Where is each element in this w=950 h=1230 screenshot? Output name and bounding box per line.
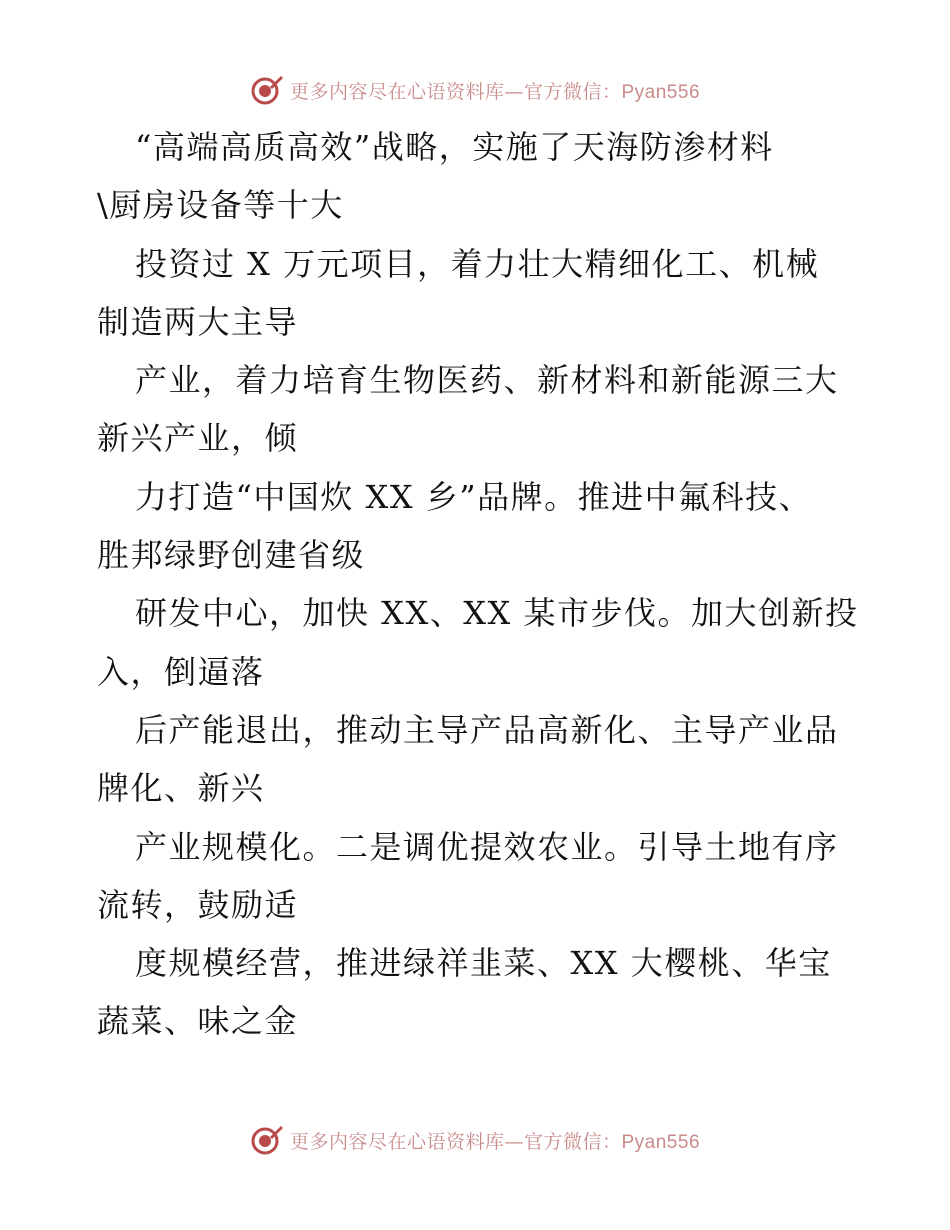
body-text-line: 蔬菜、味之金 [97,1002,299,1041]
body-text-line: \厨房设备等十大 [97,186,344,225]
watermark-text: 更多内容尽在心语资料库—官方微信：Pyan556 [289,80,701,103]
body-text-line: 产业规模化。二是调优提效农业。引导土地有序 [135,827,839,866]
body-text-line: “高端高质高效”战略，实施了天海防渗材料 [135,128,774,166]
body-text-line: 研发中心，加快 XX、XX 某市步伐。加大创新投 [135,594,859,633]
body-text-line: 产业，着力培育生物医药、新材料和新能源三大 [135,361,839,400]
body-text-line: 胜邦绿野创建省级 [97,536,366,575]
body-text-line: 新兴产业，倾 [97,419,299,458]
body-text-line: 流转，鼓励适 [97,885,299,924]
body-text-line: 度规模经营，推进绿祥韭菜、XX 大樱桃、华宝 [135,944,832,983]
document-body [97,118,877,1051]
body-text-line: 牌化、新兴 [97,769,265,808]
header-watermark [0,70,950,110]
body-text-line: 入，倒逼落 [97,652,265,691]
watermark-text: 更多内容尽在心语资料库—官方微信：Pyan556 [289,1130,701,1153]
body-text-line: 后产能退出，推动主导产品高新化、主导产业品 [135,710,839,749]
brush-logo-icon [250,73,284,107]
body-text-line: 制造两大主导 [97,302,299,341]
body-text-line: 投资过 X 万元项目，着力壮大精细化工、机械 [135,244,820,283]
footer-watermark [0,1120,950,1160]
brush-logo-icon [250,1123,284,1157]
body-text-line: 力打造“中国炊 XX 乡”品牌。推进中氟科技、 [135,477,813,516]
